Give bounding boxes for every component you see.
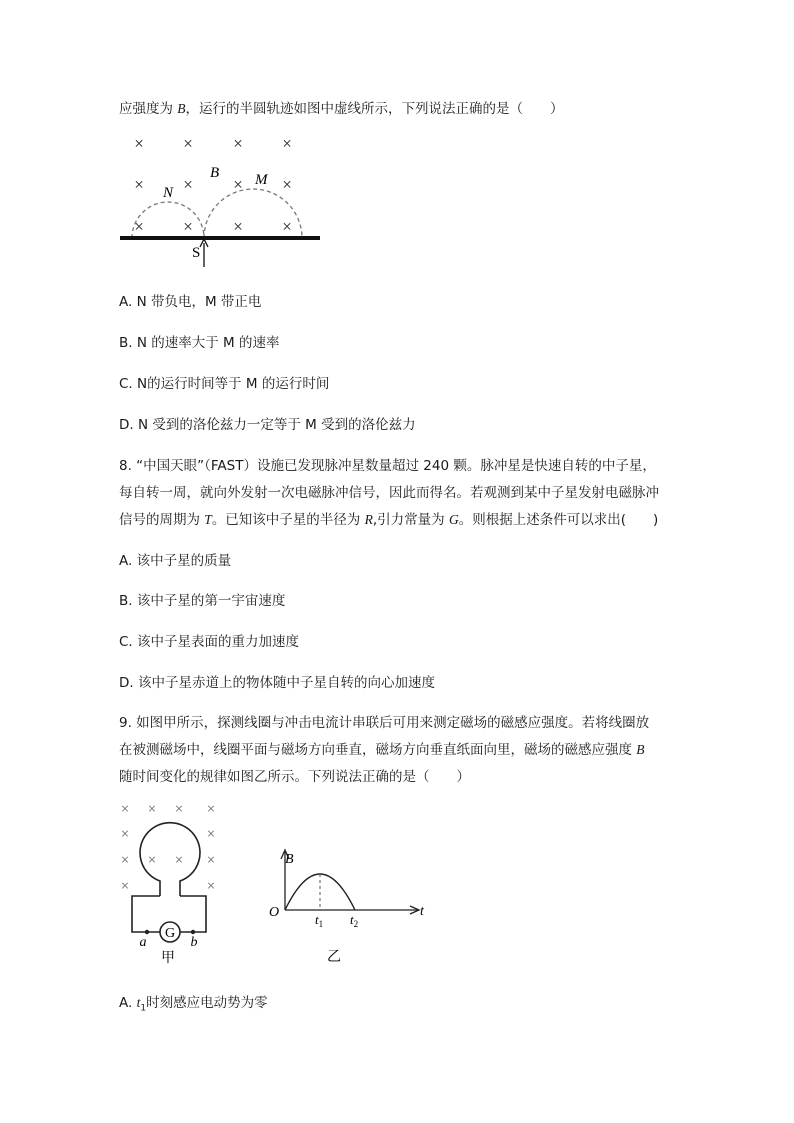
coil-field-crosses xyxy=(121,801,215,894)
axis-label-b: B xyxy=(285,852,294,867)
figure-caption-jia: 甲 xyxy=(161,951,175,966)
q8-option-c: C. 该中子星表面的重力加速度 xyxy=(119,634,300,650)
origin-label: O xyxy=(269,905,280,920)
field-cross: × xyxy=(233,133,243,153)
terminal-b xyxy=(191,930,195,934)
field-cross: × xyxy=(206,801,216,818)
q7-option-d: D. N 受到的洛伦兹力一定等于 M 受到的洛伦兹力 xyxy=(119,417,416,433)
field-cross: × xyxy=(206,852,216,869)
field-cross: × xyxy=(183,216,193,236)
figure-caption-yi: 乙 xyxy=(327,950,341,965)
q7-option-b: B. N 的速率大于 M 的速率 xyxy=(119,335,280,351)
field-cross: × xyxy=(282,174,292,194)
q7-stem: 应强度为 B，运行的半圆轨迹如图中虚线所示，下列说法正确的是（ ） xyxy=(119,101,564,117)
field-cross: × xyxy=(134,133,144,153)
q9-figure-bt-graph xyxy=(266,848,426,968)
galvanometer-label: G xyxy=(164,926,176,941)
label-m: M xyxy=(255,172,268,188)
field-cross: × xyxy=(282,133,292,153)
field-cross: × xyxy=(120,852,130,869)
q9-stem-line3: 随时间变化的规律如图乙所示。下列说法正确的是（ ） xyxy=(119,769,470,785)
field-cross: × xyxy=(134,216,144,236)
q9-option-a: A. $t_1$时刻感应电动势为零 xyxy=(119,995,268,1014)
q8-stem-line2: 每自转一周，就向外发射一次电磁脉冲信号，因此而得名。若观测到某中子星发射电磁脉冲 xyxy=(119,485,659,501)
q9-stem-line1: 9. 如图甲所示，探测线圈与冲击电流计串联后可用来测定磁场的磁感应强度。若将线圈放 xyxy=(119,715,650,731)
label-a: a xyxy=(139,935,147,950)
field-cross: × xyxy=(134,174,144,194)
axis-label-t: t xyxy=(420,904,424,919)
label-s: S xyxy=(192,245,201,261)
q9-stem-line2: 在被测磁场中，线圈平面与磁场方向垂直，磁场方向垂直纸面向里，磁场的磁感应强度 B xyxy=(119,742,645,758)
terminal-a xyxy=(145,930,149,934)
field-cross: × xyxy=(120,878,130,895)
q8-stem-line1: 8. “中国天眼”（FAST）设施已发现脉冲星数量超过 240 颗。脉冲星是快速自转的中子星， xyxy=(119,458,656,474)
field-cross: × xyxy=(147,801,157,818)
field-cross: × xyxy=(120,826,130,843)
field-cross: × xyxy=(120,801,130,818)
tick-label-t2: $t_2$ xyxy=(350,912,359,929)
field-cross: × xyxy=(147,852,157,869)
circuit-wire-right xyxy=(180,896,206,932)
field-cross: × xyxy=(233,174,243,194)
q7-figure-magnetic-field xyxy=(118,135,328,265)
q8-option-b: B. 该中子星的第一宇宙速度 xyxy=(119,593,286,609)
field-cross: × xyxy=(233,216,243,236)
field-cross: × xyxy=(183,174,193,194)
q7-option-a: A. N 带负电，M 带正电 xyxy=(119,294,262,310)
tick-label-t1: $t_1$ xyxy=(315,912,324,929)
field-cross: × xyxy=(174,852,184,869)
field-cross: × xyxy=(174,801,184,818)
field-crosses xyxy=(134,134,292,236)
field-cross: × xyxy=(183,133,193,153)
field-cross: × xyxy=(206,826,216,843)
field-cross: × xyxy=(282,216,292,236)
label-b: B xyxy=(210,165,220,181)
q8-stem-line3: 信号的周期为 T。已知该中子星的半径为 R,引力常量为 G。则根据上述条件可以求出( ) xyxy=(119,512,659,528)
q7-option-c: C. N的运行时间等于 M 的运行时间 xyxy=(119,376,330,392)
label-b: b xyxy=(190,935,198,950)
q8-option-a: A. 该中子星的质量 xyxy=(119,553,232,569)
label-n: N xyxy=(163,185,174,201)
circuit-wire-left xyxy=(132,896,160,932)
field-cross: × xyxy=(206,878,216,895)
q8-option-d: D. 该中子星赤道上的物体随中子星自转的向心加速度 xyxy=(119,675,435,691)
q9-figure-coil-circuit xyxy=(116,800,226,970)
